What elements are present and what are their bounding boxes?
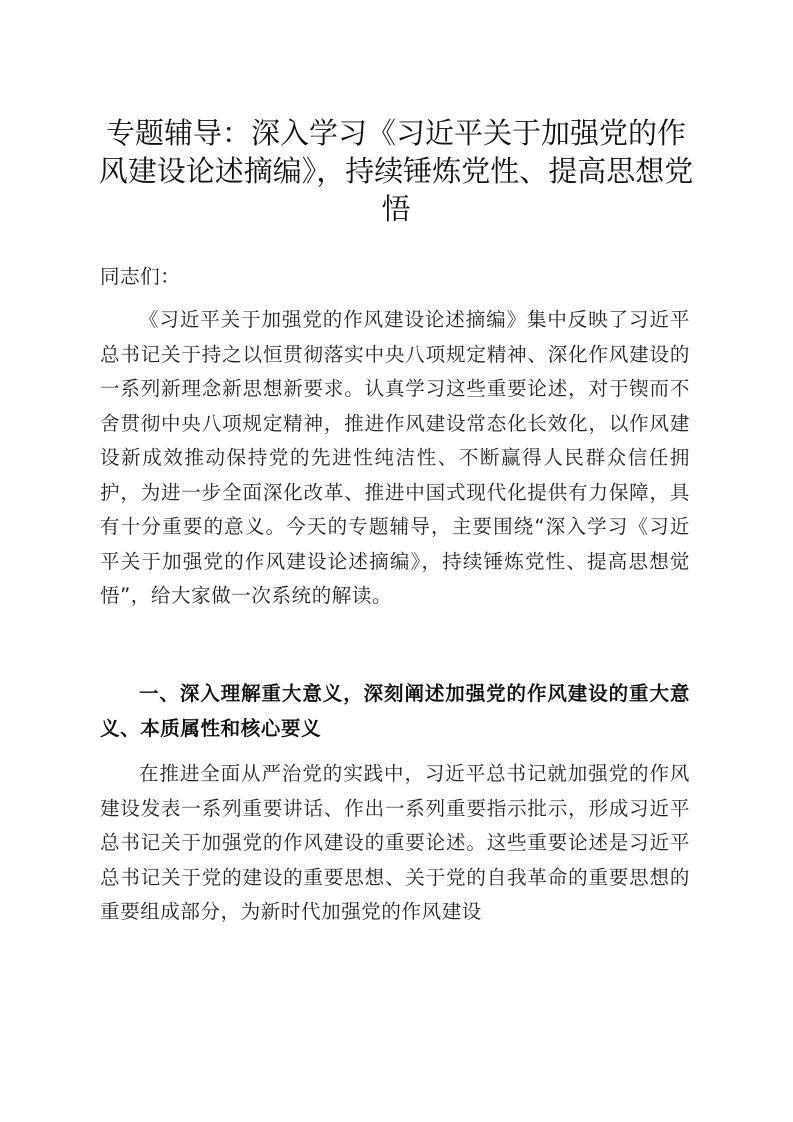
greeting: 同志们： <box>100 265 181 288</box>
document-title: 专题辅导：深入学习《习近平关于加强党的作风建设论述摘编》，持续锤炼党性、提高思想党悟 <box>98 116 694 226</box>
section-heading-1: 一、深入理解重大意义，深刻阐述加强党的作风建设的重大意义、本质属性和核心要义 <box>100 682 690 740</box>
body-paragraph-1: 《习近平关于加强党的作风建设论述摘编》集中反映了习近平总书记关于持之以恒贯彻落实中央八项规定精神、深化作风建设的一系列新理念新思想新要求。认真学习这些重要论述，对于锲而不舍贯彻中央八项规定精神，推进作风建设常态化长效化，以作风建设新成效推动保持党的先进性纯洁性、不断赢得人民群众信任拥护，为进一步全面深化改革、推进中国式现代化提供有力保障，具有十分重要的意义。今天的专题辅导，主要围绕“深入学习《习近平关于加强党的作风建设论述摘编》，持续锤炼党性、提高思想觉悟”，给大家做一次系统的解读。 <box>100 308 690 607</box>
body-paragraph-2: 在推进全面从严治党的实践中，习近平总书记就加强党的作风建设发表一系列重要讲话、作出一系列重要指示批示，形成习近平总书记关于加强党的作风建设的重要论述。这些重要论述是习近平总书记关于党的建设的重要思想、关于党的自我革命的重要思想的重要组成部分，为新时代加强党的作风建设 <box>100 762 690 923</box>
